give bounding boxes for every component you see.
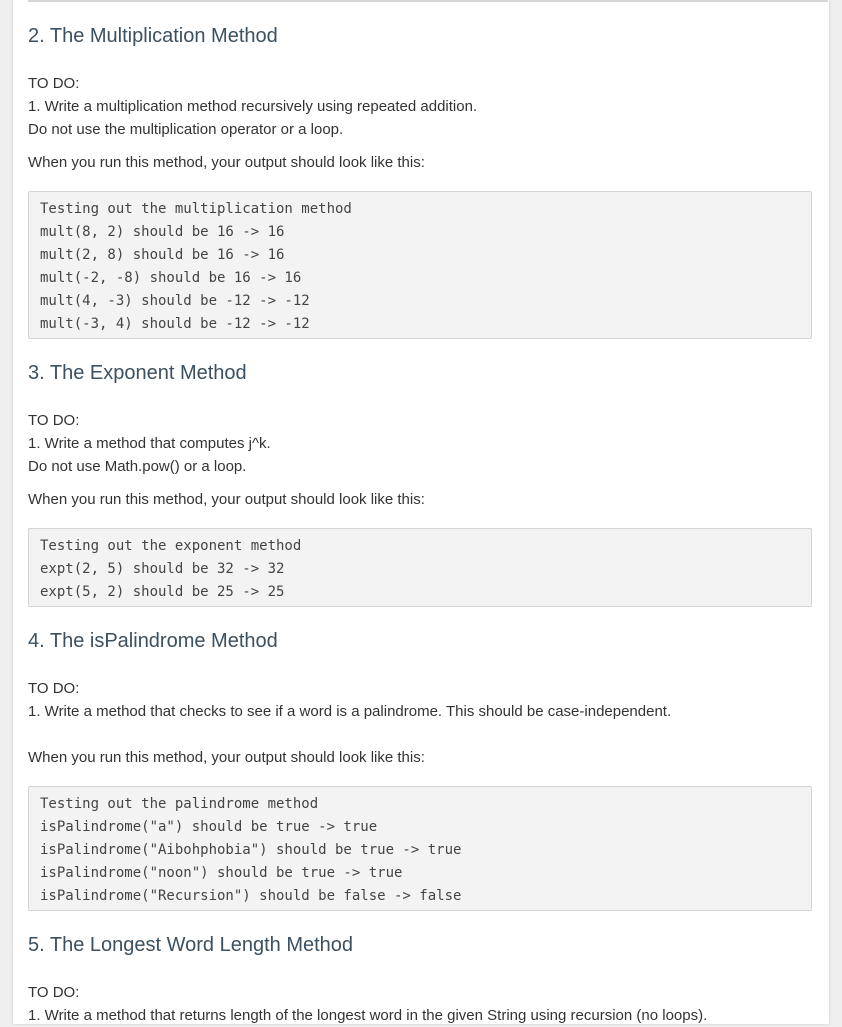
code-line: mult(8, 2) should be 16 -> 16 xyxy=(40,224,285,240)
instruction-line: 1. Write a method that computes j^k. xyxy=(28,435,271,452)
code-line: isPalindrome("Aibohphobia") should be true -> true xyxy=(40,842,462,858)
output-intro: When you run this method, your output should look like this: xyxy=(28,154,425,171)
top-divider xyxy=(28,0,828,2)
code-output-block xyxy=(28,191,812,339)
todo-label: TO DO: xyxy=(28,984,80,1001)
section-heading-longest-word: 5. The Longest Word Length Method xyxy=(28,934,354,956)
code-line: mult(-3, 4) should be -12 -> -12 xyxy=(40,316,310,332)
todo-label: TO DO: xyxy=(28,412,80,429)
output-intro: When you run this method, your output should look like this: xyxy=(28,749,425,766)
code-line: isPalindrome("a") should be true -> true xyxy=(40,819,378,835)
output-intro: When you run this method, your output should look like this: xyxy=(28,491,425,508)
code-output-block xyxy=(28,786,812,911)
instruction-line: 1. Write a method that returns length of the longest word in the given String using recursion (no loops). xyxy=(28,1007,708,1024)
instruction-line: Do not use Math.pow() or a loop. xyxy=(28,458,247,475)
instruction-line: 1. Write a multiplication method recursively using repeated addition. xyxy=(28,98,478,115)
code-line: Testing out the palindrome method xyxy=(40,796,319,812)
section-heading-palindrome: 4. The isPalindrome Method xyxy=(28,630,278,652)
code-line: Testing out the multiplication method xyxy=(40,201,352,217)
code-line: expt(2, 5) should be 32 -> 32 xyxy=(40,561,285,577)
instruction-line: 1. Write a method that checks to see if a word is a palindrome. This should be case-independent. xyxy=(28,703,672,720)
todo-label: TO DO: xyxy=(28,680,80,697)
section-heading-exponent: 3. The Exponent Method xyxy=(28,362,247,384)
code-output-block xyxy=(28,528,812,607)
code-line: mult(2, 8) should be 16 -> 16 xyxy=(40,247,285,263)
code-line: mult(4, -3) should be -12 -> -12 xyxy=(40,293,310,309)
section-heading-multiplication: 2. The Multiplication Method xyxy=(28,25,278,47)
instruction-line: Do not use the multiplication operator or a loop. xyxy=(28,121,344,138)
code-line: isPalindrome("noon") should be true -> true xyxy=(40,865,403,881)
todo-label: TO DO: xyxy=(28,75,80,92)
code-line: isPalindrome("Recursion") should be false -> false xyxy=(40,888,462,904)
document-page xyxy=(13,0,829,1024)
code-line: mult(-2, -8) should be 16 -> 16 xyxy=(40,270,302,286)
code-line: Testing out the exponent method xyxy=(40,538,302,554)
code-line: expt(5, 2) should be 25 -> 25 xyxy=(40,584,285,600)
